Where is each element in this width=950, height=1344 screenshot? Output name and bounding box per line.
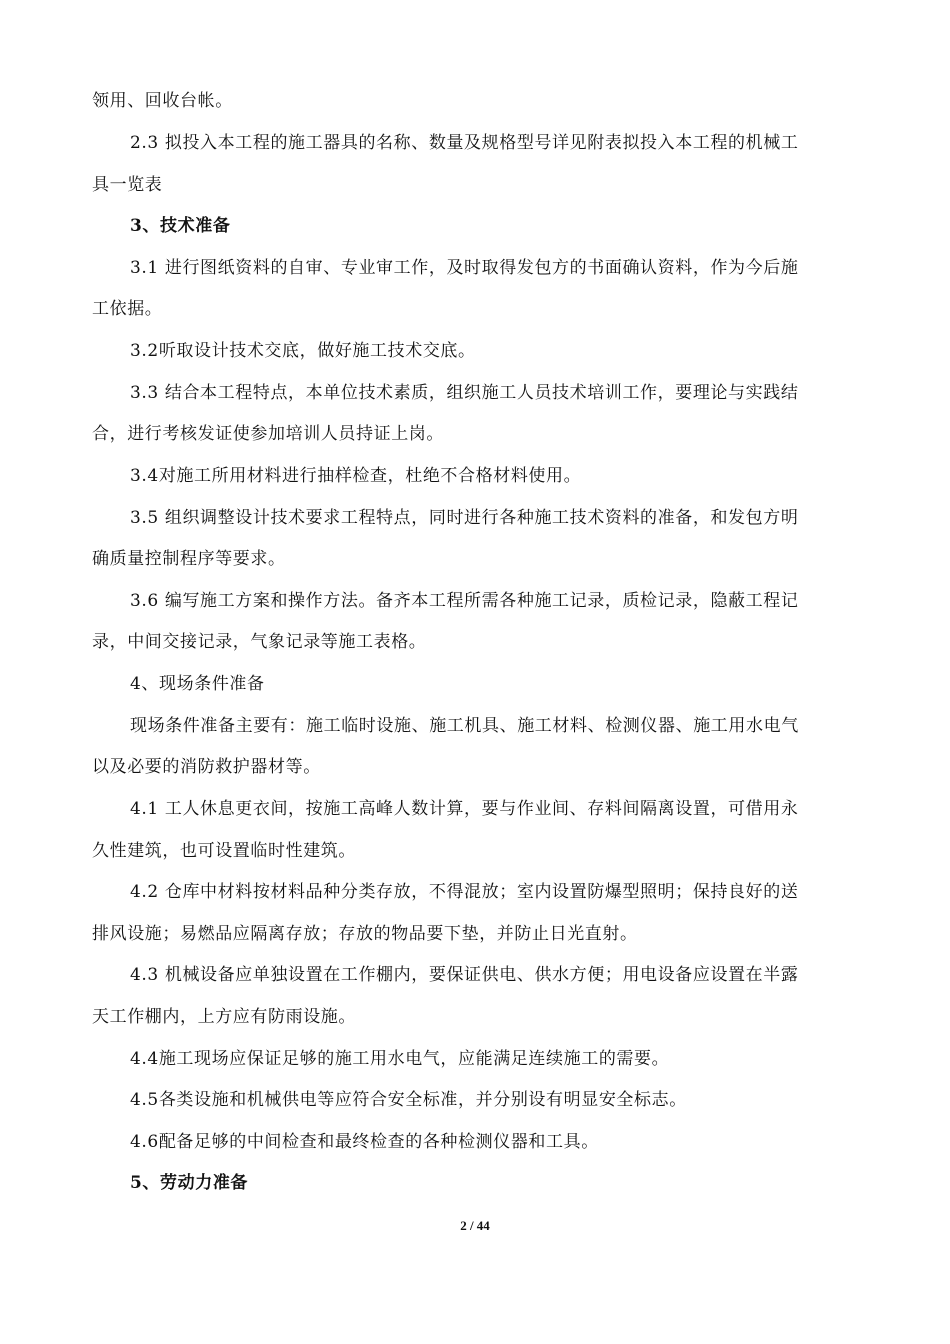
paragraph-line: 4.3 机械设备应单独设置在工作棚内，要保证供电、供水方便；用电设备应设置在半露	[130, 965, 799, 985]
paragraph-line: 具一览表	[92, 175, 163, 195]
paragraph-line: 4.6配备足够的中间检查和最终检查的各种检测仪器和工具。	[130, 1132, 599, 1152]
paragraph-line: 录，中间交接记录，气象记录等施工表格。	[92, 632, 427, 652]
paragraph-line: 3.3 结合本工程特点，本单位技术素质，组织施工人员技术培训工作，要理论与实践结	[130, 383, 799, 403]
paragraph-line: 4.2 仓库中材料按材料品种分类存放，不得混放；室内设置防爆型照明；保持良好的送	[130, 882, 799, 902]
paragraph-line: 久性建筑，也可设置临时性建筑。	[92, 841, 356, 861]
section-heading: 3、技术准备	[130, 216, 231, 236]
paragraph-line: 3.2听取设计技术交底，做好施工技术交底。	[130, 341, 476, 361]
paragraph-line: 现场条件准备主要有：施工临时设施、施工机具、施工材料、检测仪器、施工用水电气	[130, 716, 799, 736]
paragraph-line: 4.1 工人休息更衣间，按施工高峰人数计算，要与作业间、存料间隔离设置，可借用永	[130, 799, 799, 819]
paragraph-line: 4.5各类设施和机械供电等应符合安全标准，并分别设有明显安全标志。	[130, 1090, 687, 1110]
paragraph-line: 2.3 拟投入本工程的施工器具的名称、数量及规格型号详见附表拟投入本工程的机械工	[130, 133, 799, 153]
page-number: 2 / 44	[460, 1218, 490, 1233]
paragraph-line: 3.6 编写施工方案和操作方法。备齐本工程所需各种施工记录，质检记录，隐蔽工程记	[130, 591, 799, 611]
paragraph-line: 确质量控制程序等要求。	[92, 549, 286, 569]
section-heading: 5、劳动力准备	[130, 1173, 249, 1193]
paragraph-line: 合，进行考核发证使参加培训人员持证上岗。	[92, 424, 444, 444]
paragraph-line: 3.1 进行图纸资料的自审、专业审工作，及时取得发包方的书面确认资料，作为今后施	[130, 258, 799, 278]
paragraph-line: 3.5 组织调整设计技术要求工程特点，同时进行各种施工技术资料的准备，和发包方明	[130, 508, 799, 528]
paragraph-line: 4.4施工现场应保证足够的施工用水电气，应能满足连续施工的需要。	[130, 1049, 670, 1069]
paragraph-line: 工依据。	[92, 299, 163, 319]
paragraph-line: 以及必要的消防救护器材等。	[92, 757, 321, 777]
paragraph-line: 3.4对施工所用材料进行抽样检查，杜绝不合格材料使用。	[130, 466, 582, 486]
paragraph-line: 天工作棚内，上方应有防雨设施。	[92, 1007, 356, 1027]
paragraph-line: 排风设施；易燃品应隔离存放；存放的物品要下垫，并防止日光直射。	[92, 924, 638, 944]
paragraph-line: 领用、回收台帐。	[92, 91, 233, 111]
section-heading: 4、现场条件准备	[130, 674, 265, 694]
